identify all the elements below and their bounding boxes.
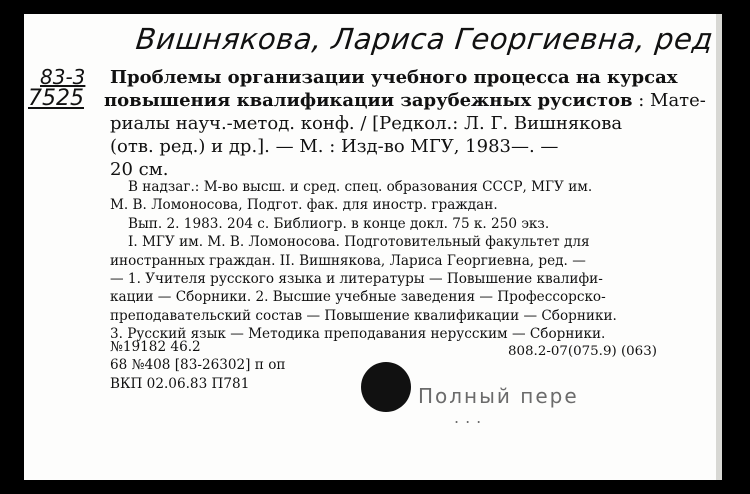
- call-number-line: 83-3: [40, 65, 86, 89]
- note-line: кации — Сборники. 2. Высшие учебные заведения — Профессорско-: [110, 289, 606, 306]
- note-line: I. МГУ им. М. В. Ломоносова. Подготовительный факультет для: [128, 234, 590, 251]
- title-line: 20 см.: [110, 159, 169, 180]
- note-line: М. В. Ломоносова, Подгот. фак. для иностр. граждан.: [110, 197, 498, 214]
- note-line: 3. Русский язык — Методика преподавания нерусским — Сборники.: [110, 326, 606, 343]
- note-line: — 1. Учителя русского языка и литературы — Повышение квалифи-: [110, 271, 603, 288]
- call-number: [28, 66, 85, 110]
- code-line: №19182 46.2: [110, 339, 201, 355]
- title-line-bold: повышения квалификации зарубежных русистов: [104, 90, 633, 111]
- title-line: [104, 89, 706, 112]
- card-edge: [716, 14, 722, 480]
- title-line: риалы науч.-метод. конф. / [Редкол.: Л. Г. Вишнякова: [110, 113, 623, 134]
- codes-block: [110, 338, 285, 393]
- note-line: преподавательский состав — Повышение квалификации — Сборники.: [110, 307, 617, 324]
- faint-note-line: Полный пере: [418, 384, 579, 408]
- handwritten-heading: Вишнякова, Лариса Георгиевна, ред: [134, 22, 715, 56]
- faint-handwritten-note: [418, 384, 579, 427]
- faint-note-line: ...: [454, 408, 488, 427]
- title-line-rest: : Мате-: [638, 90, 706, 111]
- title-line: (отв. ред.) и др.]. — М. : Изд-во МГУ, 1983—. —: [110, 136, 559, 157]
- note-line: В надзаг.: М-во высш. и сред. спец. образования СССР, МГУ им.: [128, 179, 593, 195]
- code-line: 68 №408 [83-26302] п оп: [110, 357, 286, 374]
- classification-code: 808.2-07(075.9) (063): [508, 344, 657, 359]
- note-line: Вып. 2. 1983. 204 с. Библиогр. в конце докл. 75 к. 250 экз.: [128, 215, 550, 232]
- title-line: Проблемы организации учебного процесса на курсах: [110, 67, 678, 88]
- title-block: [104, 66, 706, 181]
- code-line: ВКП 02.06.83 П781: [110, 375, 250, 392]
- note-block: [110, 178, 700, 344]
- note-line: иностранных граждан. II. Вишнякова, Лариса Георгиевна, ред. —: [110, 252, 586, 269]
- catalog-card: [24, 14, 722, 480]
- punch-hole: [361, 362, 411, 412]
- call-number-line: 7525: [28, 86, 84, 111]
